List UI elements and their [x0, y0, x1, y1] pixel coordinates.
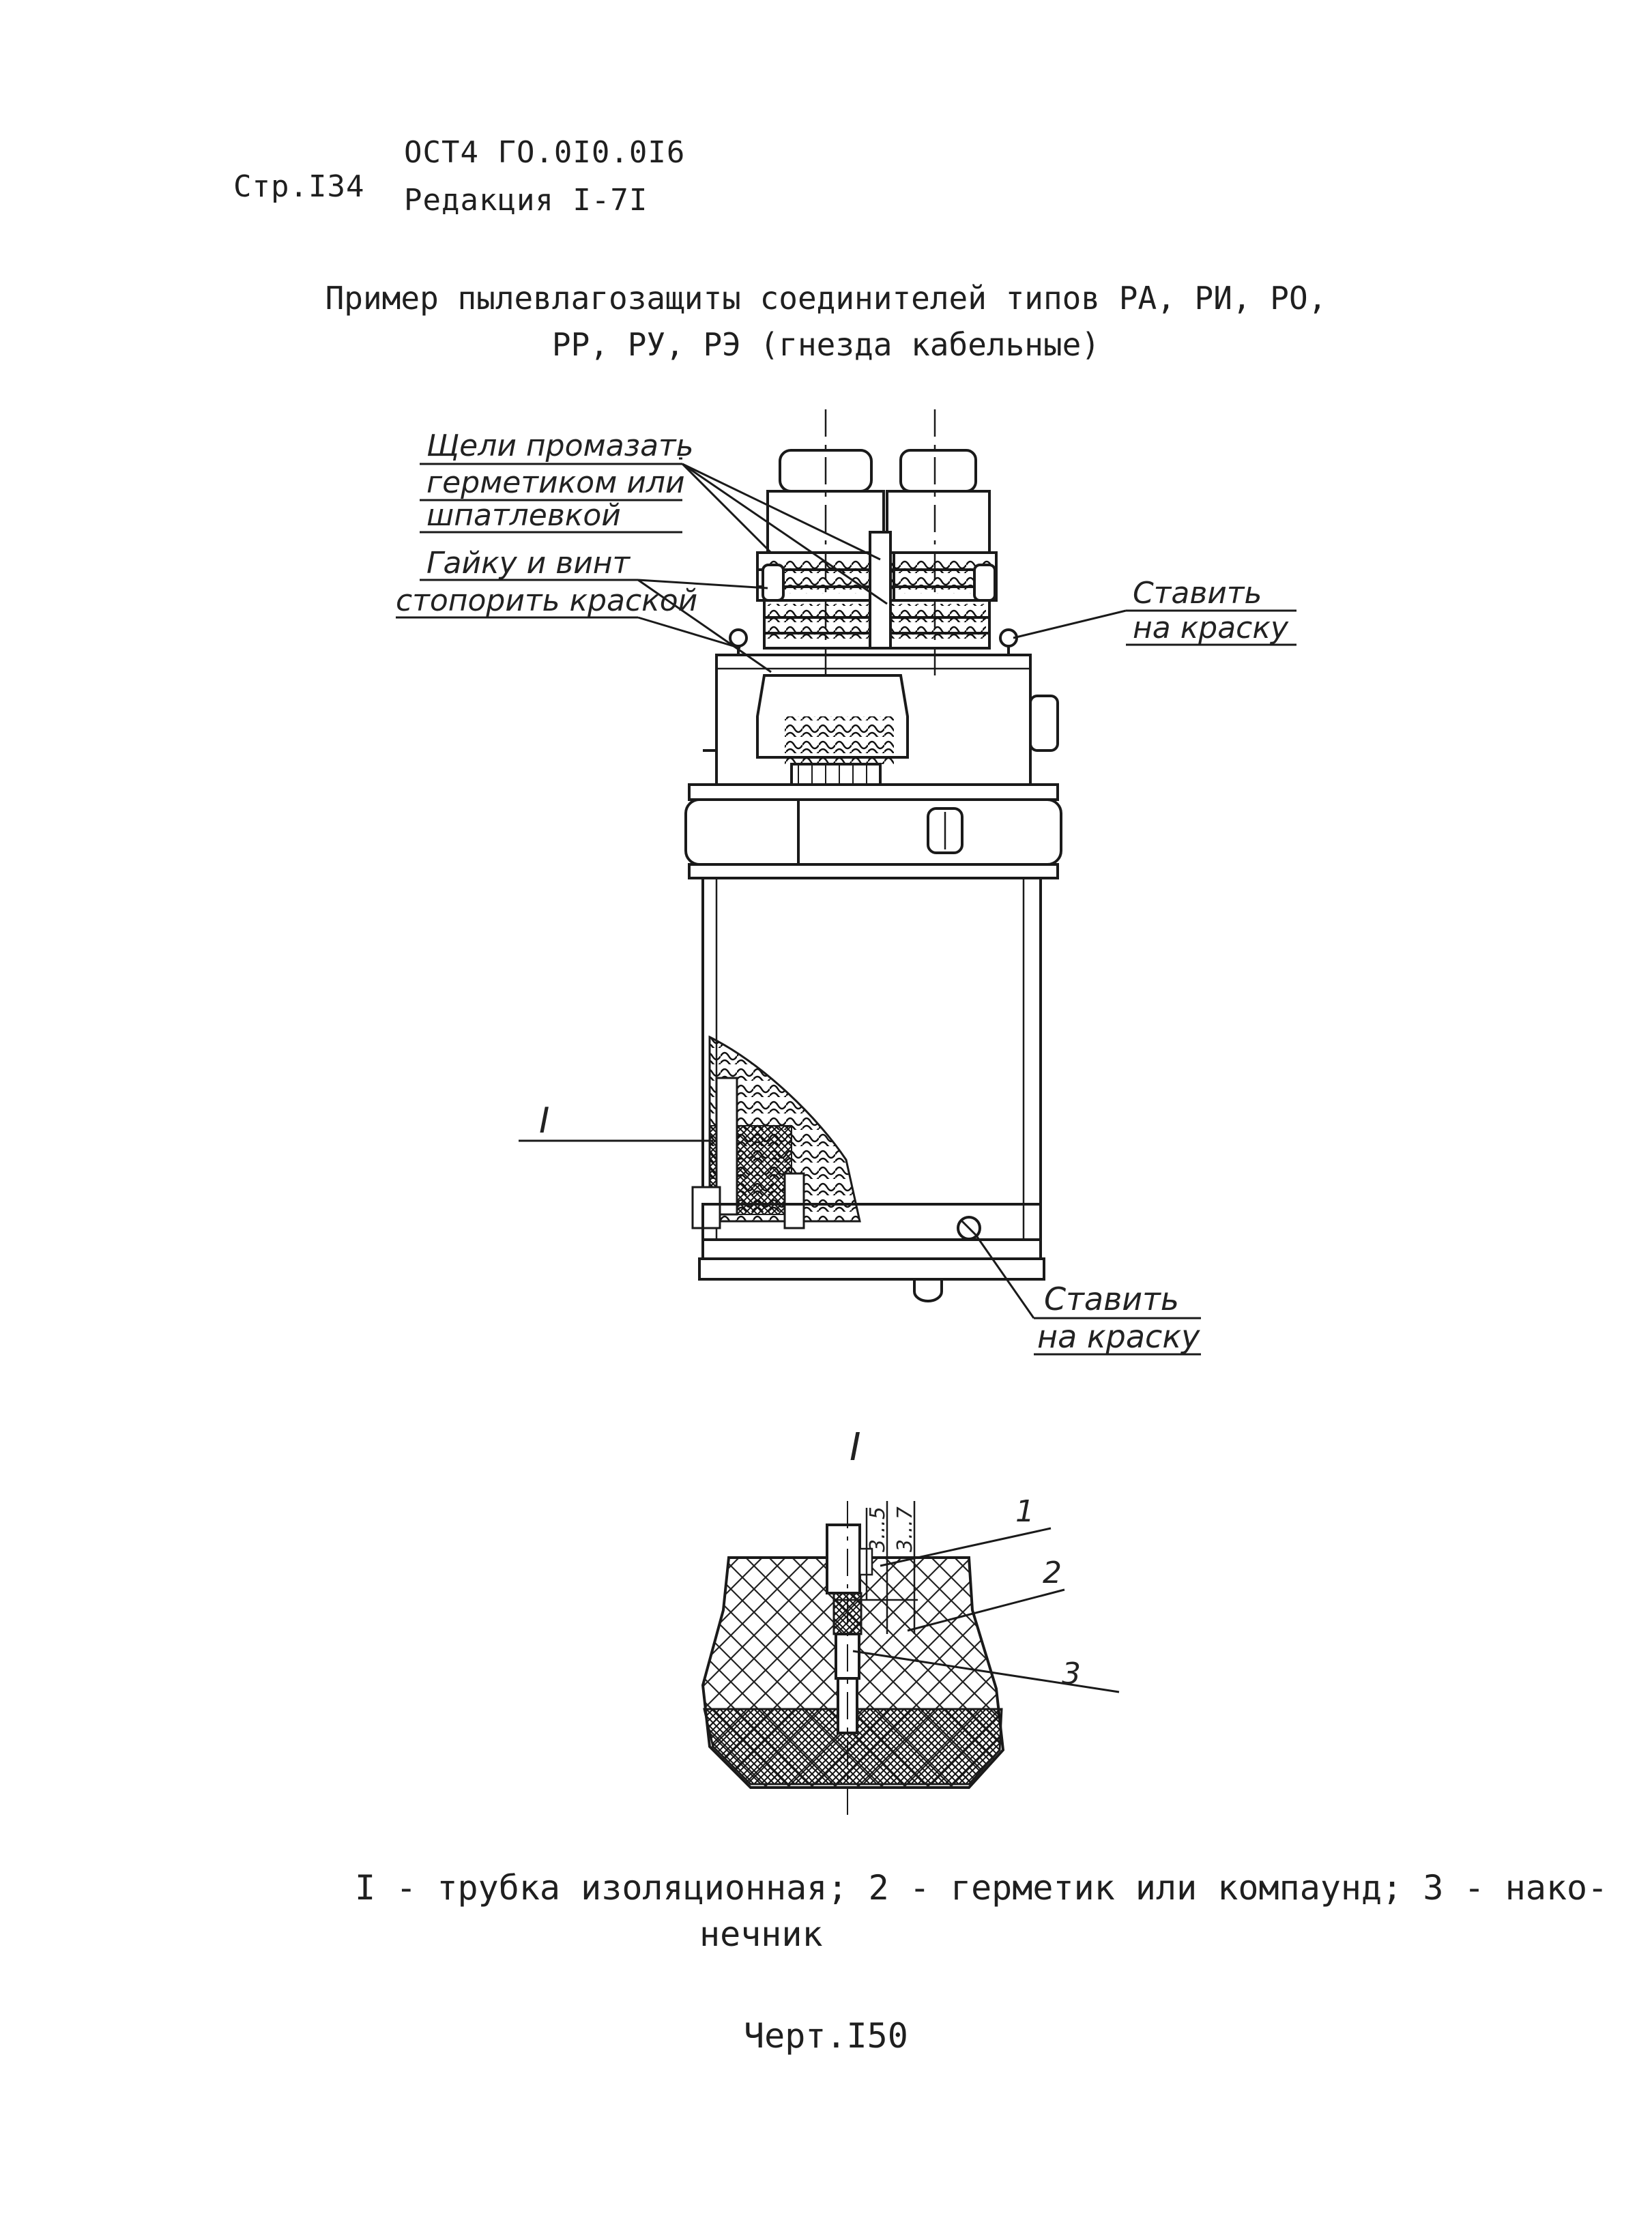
- paint-bottom-line-1: Ставить: [1044, 1281, 1180, 1317]
- main-body: [693, 878, 1041, 1240]
- detail-reference: I: [539, 1100, 550, 1141]
- slots-note-line-2: герметиком или: [426, 465, 685, 500]
- paint-bottom-line-2: на краску: [1037, 1318, 1200, 1355]
- callout-2: 2: [1043, 1556, 1062, 1590]
- dimension-b: 3...7: [893, 1506, 917, 1552]
- legend-line-1: I - трубка изоляционная; 2 - герметик или компаунд; 3 - нако-: [355, 1868, 1608, 1908]
- figure-label: Черт.I50: [744, 2016, 908, 2056]
- callout-3: 3: [1062, 1657, 1081, 1691]
- top-block: [703, 630, 1058, 785]
- standard-code: ОСТ4 ГО.0I0.0I6: [404, 135, 686, 170]
- title-line-1: Пример пылевлагозащиты соединителей типов РА, РИ, РО,: [325, 280, 1327, 317]
- detail-title: I: [850, 1425, 861, 1470]
- legend-line-2: нечник: [699, 1914, 823, 1954]
- page-number: Стр.I34: [233, 169, 365, 204]
- paint-top-line-2: на краску: [1133, 611, 1288, 645]
- nut-note-line-1: Гайку и винт: [426, 546, 631, 581]
- dimension-a: 3...5: [866, 1506, 890, 1552]
- slots-note-line-1: Щели промазать: [426, 428, 694, 463]
- title-line-2: РР, РУ, РЭ (гнезда кабельные): [551, 326, 1101, 363]
- edition-label: Редакция I-7I: [404, 183, 648, 218]
- right-cable-socket: [877, 450, 996, 648]
- nut-note-line-2: стопорить краской: [396, 583, 698, 618]
- collar-band: [686, 785, 1061, 878]
- paint-top-line-1: Ставить: [1133, 576, 1262, 611]
- callout-1: 1: [1015, 1494, 1034, 1529]
- slots-note-line-3: шпатлевкой: [426, 498, 621, 533]
